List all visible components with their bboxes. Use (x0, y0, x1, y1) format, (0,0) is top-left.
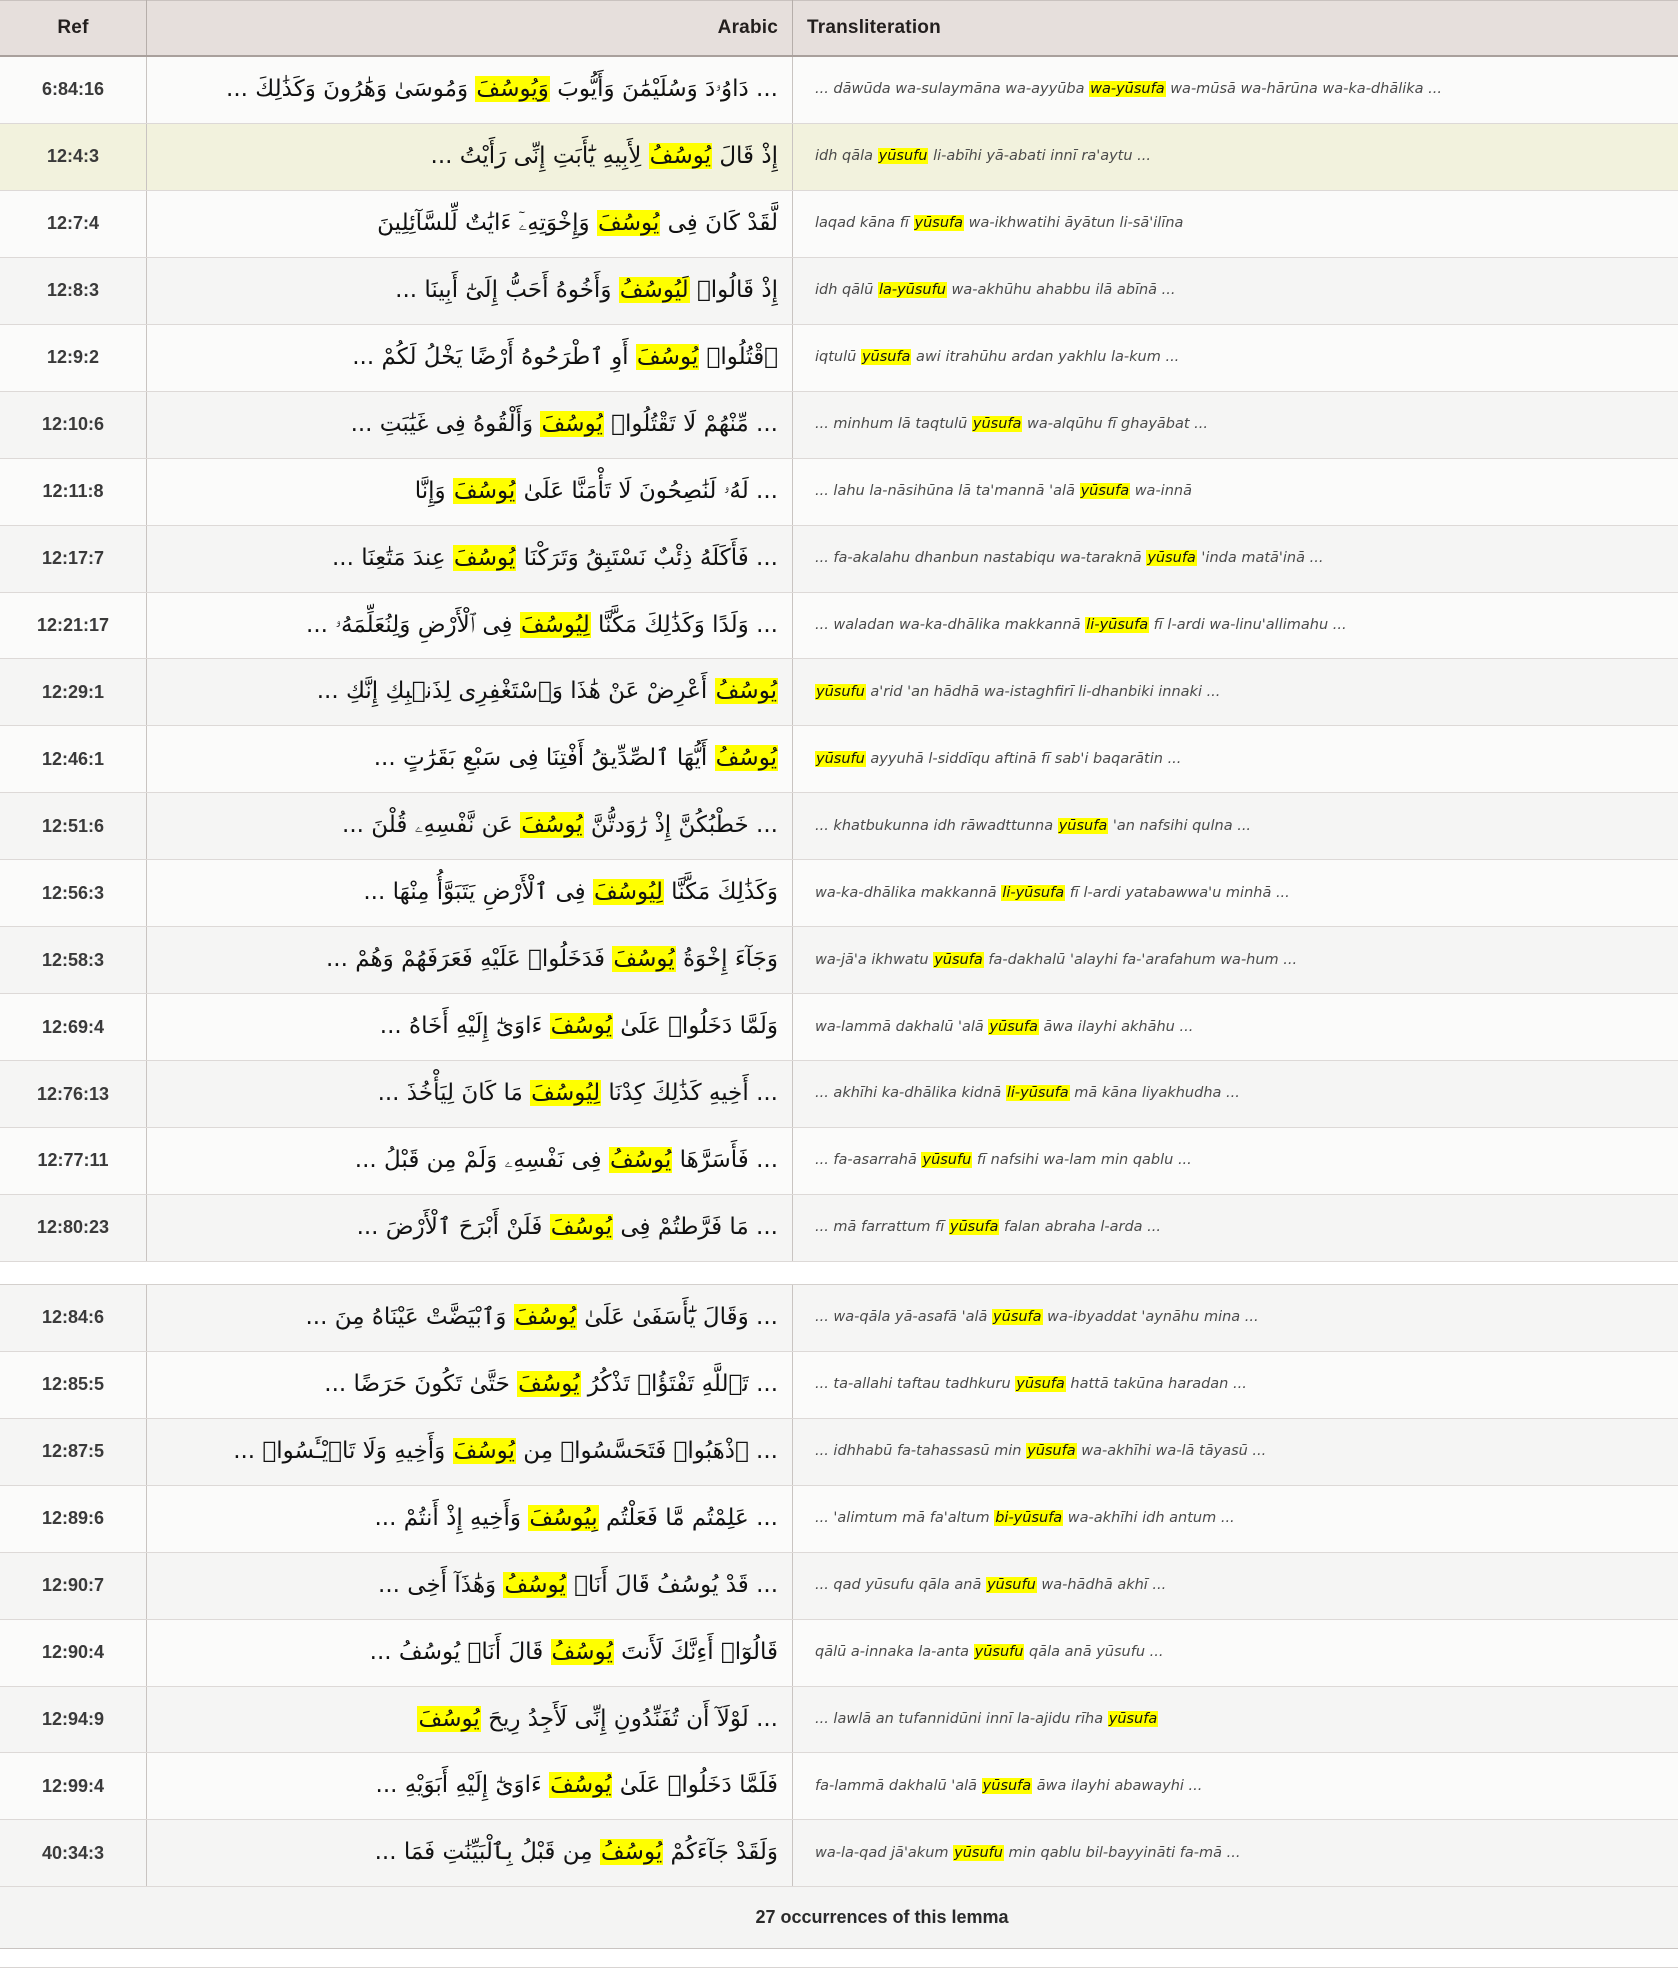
arabic-context-text: قَالُوٓا۟ أَءِنَّكَ لَأَنتَ (614, 1639, 778, 1665)
transliteration-lemma-highlight: yūsufa (1080, 483, 1131, 499)
transliteration-context-text: fī l-ardi yatabawwa'u minhā ... (1065, 885, 1290, 901)
transliteration-text (793, 123, 1678, 190)
arabic-context-text: وَٱبْيَضَّتْ عَيْنَاهُ مِنَ ... (306, 1304, 514, 1330)
transliteration-text (793, 1128, 1678, 1195)
transliteration-lemma-highlight: yūsufa (1146, 550, 1197, 566)
transliteration-lemma-highlight: yūsufa (1108, 1711, 1159, 1727)
transliteration-text (793, 592, 1678, 659)
transliteration-context-text: qāla anā yūsufu ... (1024, 1644, 1163, 1660)
table-row[interactable] (0, 1619, 1678, 1686)
column-header-arabic[interactable]: Arabic (147, 1, 793, 57)
arabic-lemma-highlight: يُوسُفَ (550, 1013, 613, 1039)
arabic-context-text: ... وَلَدًا وَكَذَٰلِكَ مَكَّنَّا (591, 612, 778, 638)
arabic-verse-text (147, 257, 793, 324)
transliteration-context-text: fa-lammā dakhalū 'alā (815, 1778, 982, 1794)
transliteration-lemma-highlight: yūsufa (861, 349, 912, 365)
arabic-verse-text (147, 1284, 793, 1351)
verse-reference-link[interactable]: 12:94:9 (0, 1686, 147, 1753)
arabic-verse-text (147, 793, 793, 860)
table-row[interactable] (0, 56, 1678, 123)
arabic-lemma-highlight: يُوسُفُ (649, 143, 712, 169)
arabic-context-text: وَلَقَدْ جَآءَكُمْ (663, 1839, 778, 1865)
transliteration-context-text: ... idhhabū fa-tahassasū min (815, 1443, 1026, 1459)
page-block-separator-cell (0, 1261, 1678, 1284)
arabic-lemma-highlight: لَيُوسُفُ (619, 277, 690, 303)
transliteration-text (793, 1686, 1678, 1753)
transliteration-context-text: wa-akhīhi wa-lā tāyasū ... (1077, 1443, 1267, 1459)
transliteration-context-text: ... fa-akalahu dhanbun nastabiqu wa-taraknā (815, 550, 1146, 566)
arabic-verse-text (147, 1485, 793, 1552)
table-row[interactable] (0, 994, 1678, 1061)
arabic-context-text: ... لَهُۥ لَنَٰصِحُونَ لَا تَأْمَنَّا عَلَىٰ (516, 478, 778, 504)
arabic-lemma-highlight: يُوسُفَ (520, 812, 583, 838)
arabic-lemma-highlight: يُوسُفَ (453, 545, 516, 571)
transliteration-lemma-highlight: yūsufu (921, 1152, 972, 1168)
arabic-lemma-highlight: يُوسُفَ (514, 1304, 577, 1330)
transliteration-lemma-highlight: yūsufu (878, 148, 929, 164)
column-header-ref[interactable]: Ref (0, 1, 147, 57)
table-footer (0, 1887, 1678, 1949)
arabic-lemma-highlight: لِيُوسُفَ (520, 612, 591, 638)
transliteration-context-text: a'rid 'an hādhā wa-istaghfirī li-dhanbiki innaki ... (866, 684, 1221, 700)
arabic-lemma-highlight: لِيُوسُفَ (530, 1080, 601, 1106)
arabic-context-text: ... عَلِمْتُم مَّا فَعَلْتُم (599, 1505, 778, 1531)
verse-reference-link[interactable]: 12:46:1 (0, 726, 147, 793)
arabic-verse-text (147, 1753, 793, 1820)
arabic-lemma-highlight: يُوسُفُ (551, 1639, 614, 1665)
arabic-verse-text (147, 592, 793, 659)
table-row[interactable] (0, 123, 1678, 190)
bottom-rule (0, 1949, 1678, 1968)
table-row[interactable] (0, 324, 1678, 391)
transliteration-context-text: ... dāwūda wa-sulaymāna wa-ayyūba (815, 81, 1089, 97)
transliteration-context-text: 'inda matā'inā ... (1197, 550, 1324, 566)
arabic-lemma-highlight: يُوسُفَ (453, 1438, 516, 1464)
arabic-verse-text (147, 123, 793, 190)
arabic-context-text: لِأَبِيهِ يَٰٓأَبَتِ إِنِّى رَأَيْتُ ... (431, 143, 649, 169)
verse-reference-link[interactable]: 12:7:4 (0, 190, 147, 257)
transliteration-lemma-highlight: li-yūsufa (1006, 1085, 1070, 1101)
transliteration-text (793, 1418, 1678, 1485)
transliteration-context-text: fa-dakhalū 'alayhi fa-'arafahum wa-hum ... (984, 952, 1297, 968)
arabic-context-text: وَأَخِيهِ وَلَا تَا۟يْـَٔسُوا۟ ... (233, 1438, 452, 1464)
verse-reference-link[interactable]: 40:34:3 (0, 1820, 147, 1887)
table-row[interactable] (0, 1686, 1678, 1753)
table-row[interactable] (0, 391, 1678, 458)
transliteration-lemma-highlight: yūsufa (1058, 818, 1109, 834)
transliteration-lemma-highlight: li-yūsufa (1001, 885, 1065, 901)
transliteration-context-text: ... akhīhi ka-dhālika kidnā (815, 1085, 1006, 1101)
arabic-lemma-highlight: يُوسُفَ (417, 1706, 480, 1732)
transliteration-context-text: āwa ilayhi akhāhu ... (1039, 1019, 1193, 1035)
arabic-context-text: أَوِ ٱطْرَحُوهُ أَرْضًا يَخْلُ لَكُمْ ... (352, 344, 636, 370)
arabic-verse-text (147, 1061, 793, 1128)
transliteration-lemma-highlight: yūsufa (914, 215, 965, 231)
table-header-row (0, 1, 1678, 57)
arabic-verse-text (147, 190, 793, 257)
transliteration-context-text: mā kāna liyakhudha ... (1070, 1085, 1240, 1101)
transliteration-text (793, 525, 1678, 592)
arabic-context-text: وَأَخُوهُ أَحَبُّ إِلَىٰٓ أَبِينَا ... (395, 277, 619, 303)
verse-reference-link[interactable]: 12:9:2 (0, 324, 147, 391)
table-row[interactable] (0, 458, 1678, 525)
transliteration-text (793, 1351, 1678, 1418)
arabic-lemma-highlight: يُوسُفَ (597, 210, 660, 236)
transliteration-context-text: ... lahu la-nāsihūna lā ta'mannā 'alā (815, 483, 1080, 499)
arabic-context-text: إِذْ قَالُوا۟ (690, 277, 778, 303)
verse-reference-link[interactable]: 6:84:16 (0, 56, 147, 123)
arabic-lemma-highlight: يُوسُفُ (503, 1572, 566, 1598)
verse-reference-link[interactable]: 12:85:5 (0, 1351, 147, 1418)
arabic-lemma-highlight: بِيُوسُفَ (528, 1505, 598, 1531)
table-row[interactable] (0, 1061, 1678, 1128)
arabic-context-text: مِن قَبْلُ بِٱلْبَيِّنَٰتِ فَمَا ... (375, 1839, 600, 1865)
transliteration-context-text: wa-akhūhu ahabbu ilā abīnā ... (947, 282, 1176, 298)
verse-reference-link[interactable]: 12:56:3 (0, 860, 147, 927)
page-tail-spacer (0, 1968, 1678, 1988)
table-row[interactable] (0, 1284, 1678, 1351)
arabic-verse-text (147, 726, 793, 793)
transliteration-context-text: wa-jā'a ikhwatu (815, 952, 933, 968)
transliteration-lemma-highlight: yūsufu (953, 1845, 1004, 1861)
arabic-context-text: ... خَطْبُكُنَّ إِذْ رَٰوَدتُّنَّ (584, 812, 778, 838)
arabic-verse-text (147, 659, 793, 726)
table-row[interactable] (0, 525, 1678, 592)
arabic-context-text: ... وَقَالَ يَٰٓأَسَفَىٰ عَلَىٰ (577, 1304, 778, 1330)
transliteration-text (793, 1194, 1678, 1261)
table-row[interactable] (0, 1820, 1678, 1887)
transliteration-lemma-highlight: yūsufu (815, 751, 866, 767)
transliteration-lemma-highlight: yūsufa (982, 1778, 1033, 1794)
transliteration-context-text: ... 'alimtum mā fa'altum (815, 1510, 994, 1526)
arabic-verse-text (147, 1820, 793, 1887)
verse-reference-link[interactable]: 12:8:3 (0, 257, 147, 324)
verse-reference-link[interactable]: 12:10:6 (0, 391, 147, 458)
table-row[interactable] (0, 927, 1678, 994)
table-row[interactable] (0, 190, 1678, 257)
occurrence-count-label: 27 occurrences of this lemma (0, 1887, 1678, 1949)
arabic-context-text: حَتَّىٰ تَكُونَ حَرَضًا ... (324, 1371, 517, 1397)
table-row[interactable] (0, 1485, 1678, 1552)
arabic-context-text: فِى ٱلْأَرْضِ يَتَبَوَّأُ مِنْهَا ... (363, 879, 593, 905)
transliteration-lemma-highlight: yūsufu (986, 1577, 1037, 1593)
verse-reference-link[interactable]: 12:89:6 (0, 1485, 147, 1552)
table-row[interactable] (0, 793, 1678, 860)
verse-reference-link[interactable]: 12:84:6 (0, 1284, 147, 1351)
transliteration-context-text: ... wa-qāla yā-asafā 'alā (815, 1309, 992, 1325)
arabic-context-text: عَن نَّفْسِهِۦ قُلْنَ ... (342, 812, 520, 838)
verse-reference-link[interactable]: 12:69:4 (0, 994, 147, 1061)
arabic-context-text: وَأَلْقُوهُ فِى غَيَٰبَتِ ... (351, 411, 541, 437)
page-block-separator (0, 1261, 1678, 1284)
transliteration-context-text: ... lawlā an tufannidūni innī la-ajidu rīha (815, 1711, 1108, 1727)
transliteration-lemma-highlight: yūsufa (933, 952, 984, 968)
arabic-context-text: ... قَدْ يُوسُفُ قَالَ أَنَا۠ (567, 1572, 778, 1598)
table-row[interactable] (0, 1351, 1678, 1418)
arabic-context-text: ... أَخِيهِ كَذَٰلِكَ كِدْنَا (601, 1080, 778, 1106)
transliteration-text (793, 793, 1678, 860)
transliteration-context-text: hattā takūna haradan ... (1066, 1376, 1247, 1392)
arabic-context-text: وَمُوسَىٰ وَهَٰرُونَ وَكَذَٰلِكَ ... (226, 76, 475, 102)
transliteration-context-text: ... waladan wa-ka-dhālika makkannā (815, 617, 1085, 633)
arabic-context-text: ... لَوْلَآ أَن تُفَنِّدُونِ إِنِّى لَأَجِدُ رِيحَ (481, 1706, 778, 1732)
arabic-context-text: وَإِخْوَتِهِۦٓ ءَايَٰتٌ لِّلسَّآئِلِينَ (377, 210, 597, 236)
table-header (0, 1, 1678, 57)
arabic-lemma-highlight: يُوسُفُ (715, 745, 778, 771)
arabic-context-text: فِى نَفْسِهِۦ وَلَمْ مِن قَبْلُ ... (355, 1147, 609, 1173)
arabic-context-text: وَجَآءَ إِخْوَةُ (676, 946, 778, 972)
transliteration-context-text: iqtulū (815, 349, 861, 365)
table-row[interactable] (0, 659, 1678, 726)
arabic-verse-text (147, 525, 793, 592)
transliteration-context-text: fī l-ardi wa-linu'allimahu ... (1149, 617, 1347, 633)
verse-reference-link[interactable]: 12:99:4 (0, 1753, 147, 1820)
verse-reference-link[interactable]: 12:58:3 (0, 927, 147, 994)
transliteration-context-text: ... mā farrattum fī (815, 1219, 949, 1235)
transliteration-context-text: li-abīhi yā-abati innī ra'aytu ... (928, 148, 1151, 164)
arabic-context-text: عِندَ مَتَٰعِنَا ... (332, 545, 453, 571)
transliteration-context-text: ayyuhā l-siddīqu aftinā fī sab'i baqarātin ... (866, 751, 1182, 767)
transliteration-text (793, 1284, 1678, 1351)
transliteration-text (793, 391, 1678, 458)
verse-reference-link[interactable]: 12:51:6 (0, 793, 147, 860)
transliteration-lemma-highlight: yūsufa (949, 1219, 1000, 1235)
transliteration-text (793, 190, 1678, 257)
arabic-context-text: ءَاوَىٰٓ إِلَيْهِ أَبَوَيْهِ ... (376, 1772, 550, 1798)
arabic-verse-text (147, 1552, 793, 1619)
arabic-verse-text (147, 860, 793, 927)
verse-reference-link[interactable]: 12:90:7 (0, 1552, 147, 1619)
transliteration-text (793, 56, 1678, 123)
transliteration-lemma-highlight: yūsufa (972, 416, 1023, 432)
table-row[interactable] (0, 1128, 1678, 1195)
transliteration-text (793, 860, 1678, 927)
arabic-context-text: ... ٱذْهَبُوا۟ فَتَحَسَّسُوا۟ مِن (516, 1438, 778, 1464)
arabic-context-text: إِذْ قَالَ (712, 143, 778, 169)
transliteration-context-text: laqad kāna fī (815, 215, 914, 231)
transliteration-context-text: wa-hādhā akhī ... (1037, 1577, 1167, 1593)
arabic-verse-text (147, 1418, 793, 1485)
verse-reference-link[interactable]: 12:76:13 (0, 1061, 147, 1128)
transliteration-context-text: wa-ka-dhālika makkannā (815, 885, 1001, 901)
transliteration-context-text: fī nafsihi wa-lam min qablu ... (972, 1152, 1191, 1168)
verse-reference-link[interactable]: 12:29:1 (0, 659, 147, 726)
arabic-verse-text (147, 1351, 793, 1418)
arabic-verse-text (147, 391, 793, 458)
transliteration-context-text: ... fa-asarrahā (815, 1152, 921, 1168)
arabic-context-text: ٱقْتُلُوا۟ (699, 344, 778, 370)
verse-reference-link[interactable]: 12:4:3 (0, 123, 147, 190)
arabic-context-text: فَلَنْ أَبْرَحَ ٱلْأَرْضَ ... (357, 1214, 550, 1240)
table-row[interactable] (0, 1753, 1678, 1820)
transliteration-context-text: wa-akhīhi idh antum ... (1063, 1510, 1234, 1526)
arabic-verse-text (147, 994, 793, 1061)
arabic-verse-text (147, 1194, 793, 1261)
arabic-context-text: وَلَمَّا دَخَلُوا۟ عَلَىٰ (613, 1013, 778, 1039)
transliteration-context-text: wa-ibyaddat 'aynāhu mina ... (1043, 1309, 1259, 1325)
transliteration-text (793, 927, 1678, 994)
footer-row (0, 1887, 1678, 1949)
verse-reference-link[interactable]: 12:87:5 (0, 1418, 147, 1485)
arabic-verse-text (147, 1686, 793, 1753)
transliteration-context-text: wa-alqūhu fī ghayābat ... (1022, 416, 1208, 432)
transliteration-lemma-highlight: yūsufa (1015, 1376, 1066, 1392)
arabic-lemma-highlight: يُوسُفُ (600, 1839, 663, 1865)
arabic-lemma-highlight: وَيُوسُفَ (475, 76, 549, 102)
arabic-verse-text (147, 1619, 793, 1686)
table-row[interactable] (0, 1194, 1678, 1261)
table-row[interactable] (0, 592, 1678, 659)
table-row[interactable] (0, 257, 1678, 324)
transliteration-text (793, 324, 1678, 391)
arabic-context-text: فَدَخَلُوا۟ عَلَيْهِ فَعَرَفَهُمْ وَهُمْ ... (326, 946, 612, 972)
transliteration-text (793, 726, 1678, 793)
transliteration-lemma-highlight: la-yūsufu (878, 282, 947, 298)
arabic-lemma-highlight: يُوسُفُ (609, 1147, 672, 1173)
arabic-context-text: وَإِنَّا (415, 478, 453, 504)
arabic-context-text: أَعْرِضْ عَنْ هَٰذَا وَٱسْتَغْفِرِى لِذَنۢبِكِ إِنَّكِ ... (317, 678, 715, 704)
transliteration-text (793, 1485, 1678, 1552)
arabic-context-text: أَيُّهَا ٱلصِّدِّيقُ أَفْتِنَا فِى سَبْعِ بَقَرَٰتٍ ... (374, 745, 715, 771)
arabic-lemma-highlight: يُوسُفَ (540, 411, 603, 437)
arabic-context-text: ... مِّنْهُمْ لَا تَقْتُلُوا۟ (604, 411, 778, 437)
transliteration-context-text: qālū a-innaka la-anta (815, 1644, 974, 1660)
transliteration-text (793, 1061, 1678, 1128)
verse-reference-link[interactable]: 12:17:7 (0, 525, 147, 592)
transliteration-text (793, 458, 1678, 525)
transliteration-context-text: ... minhum lā taqtulū (815, 416, 972, 432)
arabic-context-text: لَّقَدْ كَانَ فِى (660, 210, 778, 236)
transliteration-context-text: wa-lammā dakhalū 'alā (815, 1019, 988, 1035)
arabic-context-text: ... مَا فَرَّطتُمْ فِى (613, 1214, 778, 1240)
arabic-context-text: فِى ٱلْأَرْضِ وَلِنُعَلِّمَهُۥ ... (306, 612, 520, 638)
transliteration-context-text: wa-innā (1130, 483, 1192, 499)
arabic-context-text: ... فَأَسَرَّهَا (672, 1147, 778, 1173)
column-header-transliteration[interactable]: Transliteration (793, 1, 1678, 57)
arabic-context-text: ... دَاوُۥدَ وَسُلَيْمَٰنَ وَأَيُّوبَ (550, 76, 778, 102)
transliteration-context-text: min qablu bil-bayyināti fa-mā ... (1004, 1845, 1241, 1861)
transliteration-lemma-highlight: bi-yūsufa (994, 1510, 1063, 1526)
transliteration-context-text: falan abraha l-arda ... (999, 1219, 1161, 1235)
transliteration-text (793, 257, 1678, 324)
transliteration-text (793, 659, 1678, 726)
transliteration-text (793, 994, 1678, 1061)
transliteration-context-text: wa-ikhwatihi āyātun li-sā'ilīna (964, 215, 1183, 231)
arabic-lemma-highlight: يُوسُفَ (517, 1371, 580, 1397)
transliteration-context-text: 'an nafsihi qulna ... (1108, 818, 1251, 834)
transliteration-text (793, 1753, 1678, 1820)
arabic-context-text: مَا كَانَ لِيَأْخُذَ ... (378, 1080, 531, 1106)
arabic-lemma-highlight: يُوسُفَ (549, 1772, 612, 1798)
transliteration-context-text: ... khatbukunna idh rāwadttunna (815, 818, 1058, 834)
transliteration-text (793, 1552, 1678, 1619)
verse-reference-link[interactable]: 12:80:23 (0, 1194, 147, 1261)
arabic-lemma-highlight: يُوسُفَ (636, 344, 699, 370)
arabic-context-text: فَلَمَّا دَخَلُوا۟ عَلَىٰ (612, 1772, 778, 1798)
arabic-verse-text (147, 56, 793, 123)
arabic-lemma-highlight: يُوسُفَ (550, 1214, 613, 1240)
verse-reference-link[interactable]: 12:21:17 (0, 592, 147, 659)
verse-reference-link[interactable]: 12:77:11 (0, 1128, 147, 1195)
arabic-lemma-highlight: لِيُوسُفَ (593, 879, 664, 905)
arabic-context-text: ... تَٱللَّهِ تَفْتَؤُا۟ تَذْكُرُ (581, 1371, 779, 1397)
table-row[interactable] (0, 860, 1678, 927)
arabic-context-text: وَكَذَٰلِكَ مَكَّنَّا (664, 879, 778, 905)
table-row[interactable] (0, 1418, 1678, 1485)
transliteration-lemma-highlight: wa-yūsufa (1089, 81, 1165, 97)
table-row[interactable] (0, 726, 1678, 793)
transliteration-lemma-highlight: yūsufu (815, 684, 866, 700)
arabic-lemma-highlight: يُوسُفُ (715, 678, 778, 704)
transliteration-context-text: wa-la-qad jā'akum (815, 1845, 953, 1861)
arabic-lemma-highlight: يُوسُفَ (612, 946, 675, 972)
transliteration-lemma-highlight: yūsufa (988, 1019, 1039, 1035)
table-row[interactable] (0, 1552, 1678, 1619)
transliteration-context-text: ... ta-allahi taftau tadhkuru (815, 1376, 1015, 1392)
transliteration-context-text: wa-mūsā wa-hārūna wa-ka-dhālika ... (1166, 81, 1442, 97)
transliteration-lemma-highlight: yūsufa (1026, 1443, 1077, 1459)
transliteration-lemma-highlight: yūsufu (974, 1644, 1025, 1660)
verse-reference-link[interactable]: 12:11:8 (0, 458, 147, 525)
arabic-context-text: ... فَأَكَلَهُ ذِئْبٌ نَسْتَبِقُ وَتَرَكْنَا (516, 545, 778, 571)
table-body (0, 56, 1678, 1887)
transliteration-context-text: idh qālū (815, 282, 878, 298)
verse-reference-link[interactable]: 12:90:4 (0, 1619, 147, 1686)
arabic-lemma-highlight: يُوسُفَ (453, 478, 516, 504)
arabic-verse-text (147, 1128, 793, 1195)
arabic-context-text: وَهَٰذَآ أَخِى ... (378, 1572, 503, 1598)
arabic-verse-text (147, 324, 793, 391)
transliteration-lemma-highlight: yūsufa (992, 1309, 1043, 1325)
arabic-verse-text (147, 458, 793, 525)
arabic-context-text: وَأَخِيهِ إِذْ أَنتُمْ ... (375, 1505, 529, 1531)
transliteration-context-text: ... qad yūsufu qāla anā (815, 1577, 986, 1593)
arabic-context-text: ءَاوَىٰٓ إِلَيْهِ أَخَاهُ ... (380, 1013, 550, 1039)
transliteration-text (793, 1619, 1678, 1686)
arabic-verse-text (147, 927, 793, 994)
arabic-context-text: قَالَ أَنَا۠ يُوسُفُ ... (370, 1639, 551, 1665)
transliteration-lemma-highlight: li-yūsufa (1085, 617, 1149, 633)
transliteration-text (793, 1820, 1678, 1887)
transliteration-context-text: awi itrahūhu ardan yakhlu la-kum ... (911, 349, 1179, 365)
transliteration-context-text: āwa ilayhi abawayhi ... (1032, 1778, 1202, 1794)
transliteration-context-text: idh qāla (815, 148, 878, 164)
